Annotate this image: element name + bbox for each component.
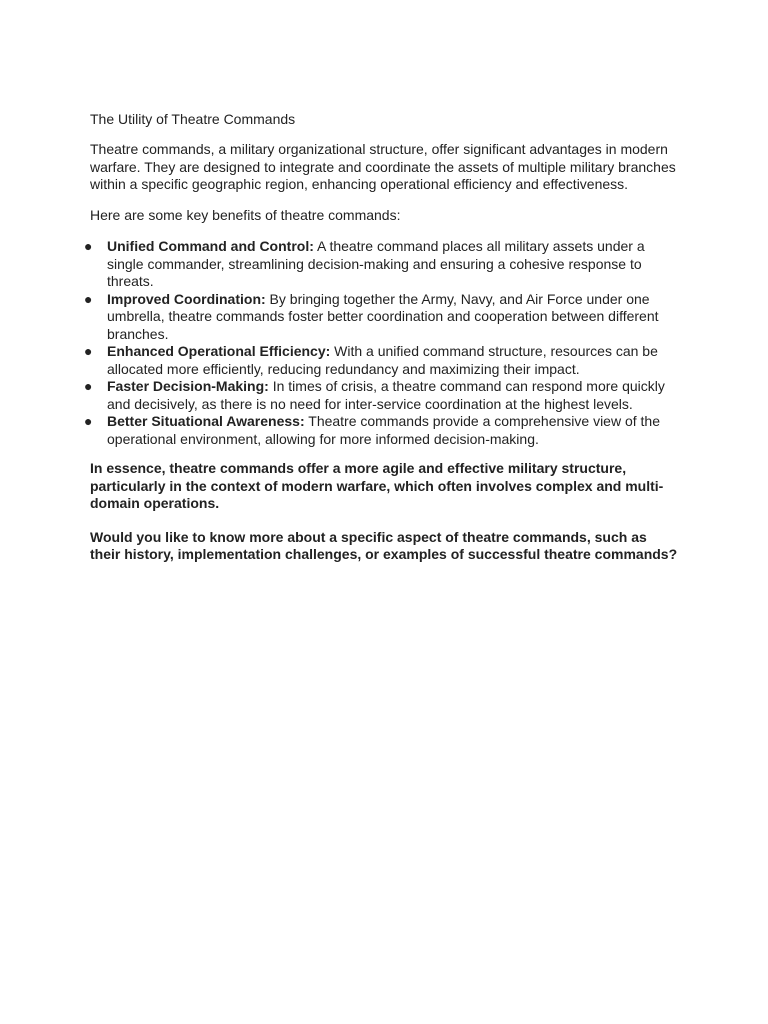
bullet-icon: ● <box>84 238 93 254</box>
benefit-text: Theatre commands provide a comprehensive view of the operational environment, allowing for more informed decision-making. <box>107 413 660 447</box>
list-item <box>84 343 680 378</box>
list-item <box>84 378 680 413</box>
benefit-text: A theatre command places all military assets under a single commander, streamlining decision-making and ensuring a cohesive response to threats. <box>107 238 645 289</box>
benefit-label: Improved Coordination: <box>107 290 266 307</box>
bullet-icon: ● <box>84 413 93 429</box>
benefit-text: In times of crisis, a theatre command can respond more quickly and decisively, as there is no need for inter-service coordination at the highest levels. <box>107 378 665 412</box>
benefit-label: Enhanced Operational Efficiency: <box>107 343 331 359</box>
list-item <box>84 290 680 344</box>
benefits-list <box>84 238 680 448</box>
benefits-lead: Here are some key benefits of theatre commands: <box>90 206 401 223</box>
intro-paragraph: Theatre commands, a military organizational structure, offer significant advantages in modern warfare. They are designed to integrate and coordinate the assets of multiple military branches within a specific geographic region, enhancing operational efficiency and effectiveness. <box>90 141 676 192</box>
bullet-icon: ● <box>84 343 93 359</box>
document-page <box>84 110 680 564</box>
bullet-icon: ● <box>84 378 93 394</box>
benefit-text: With a unified command structure, resources can be allocated more efficiently, reducing redundancy and maximizing their impact. <box>107 343 658 377</box>
document-title: The Utility of Theatre Commands <box>90 111 296 127</box>
list-item <box>84 413 680 448</box>
closing-paragraph: In essence, theatre commands offer a more agile and effective military structure, particularly in the context of modern warfare, which often involves complex and multi-domain operations. <box>90 460 664 511</box>
benefit-label: Unified Command and Control: <box>107 238 314 254</box>
benefit-text: By bringing together the Army, Navy, and Air Force under one umbrella, theatre commands foster better coordination and cooperation between different branches. <box>107 290 659 342</box>
benefit-label: Better Situational Awareness: <box>107 413 305 429</box>
benefit-label: Faster Decision-Making: <box>107 378 269 394</box>
list-item <box>84 238 680 291</box>
bullet-icon: ● <box>84 290 93 307</box>
follow-up-question: Would you like to know more about a specific aspect of theatre commands, such as their history, implementation challenges, or examples of successful theatre commands? <box>90 528 678 562</box>
